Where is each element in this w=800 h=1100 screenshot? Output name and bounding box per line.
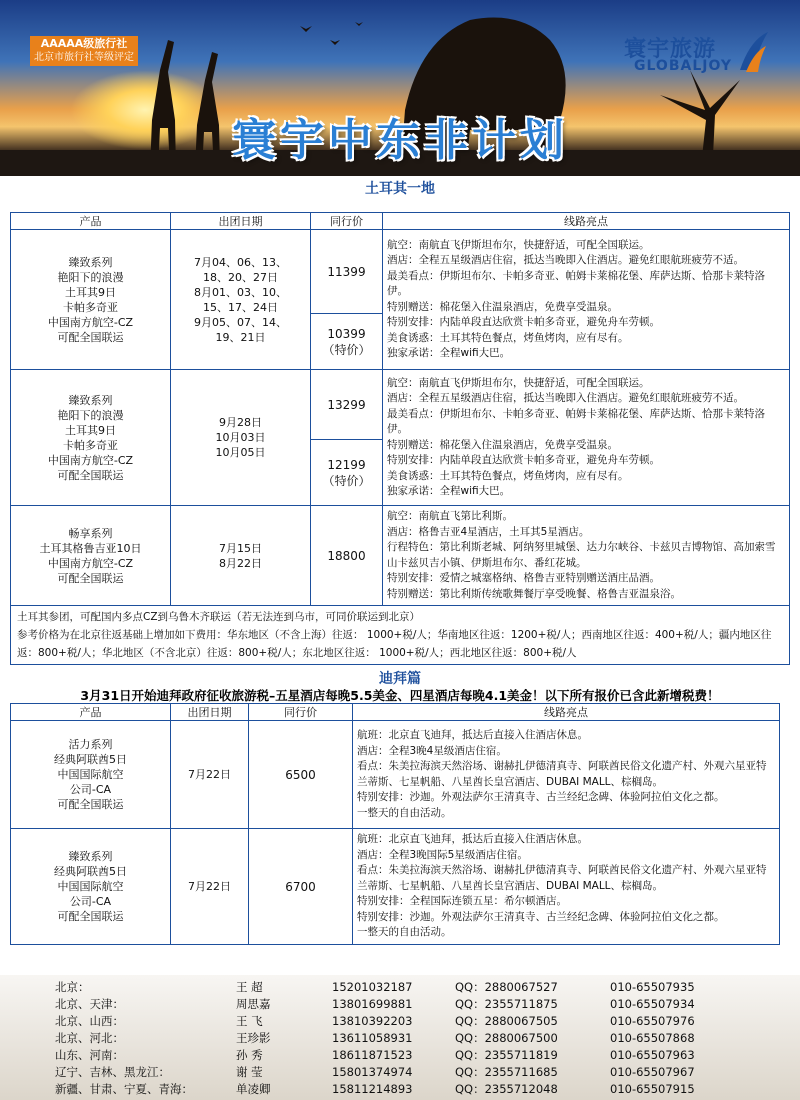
product-cell xyxy=(11,370,171,506)
contact-tel: 010-65507934 xyxy=(610,997,695,1011)
dates-cell: 7月22日 xyxy=(171,721,249,829)
highlight-line: 看点：朱美拉海滨天然浴场、谢赫扎伊德清真寺、阿联酋民俗文化遗产村、外观六星亚特兰蒂斯、七星帆船、八星酋长皇宫酒店、DUBAI MALL、棕榈岛。 xyxy=(357,760,767,788)
badge-caption: 北京市旅行社等级评定 xyxy=(34,52,134,63)
contact-mobile: 15811214893 xyxy=(332,1082,413,1096)
highlight-line: 航空：南航直飞伊斯坦布尔，快捷舒适，可配全国联运。 xyxy=(387,376,650,389)
globaljoy-logo xyxy=(616,26,776,78)
date-line: 15、17、24日 xyxy=(203,300,278,314)
contact-qq: QQ：2880067505 xyxy=(455,1014,558,1028)
highlight-line: 看点：朱美拉海滨天然浴场、谢赫扎伊德清真寺、阿联酋民俗文化遗产村、外观六星亚特兰蒂斯、七星帆船、八星酋长皇宫酒店、DUBAI MALL、棕榈岛。 xyxy=(357,864,767,892)
contact-qq: QQ：2355711819 xyxy=(455,1048,558,1062)
contact-row xyxy=(0,996,800,1012)
dates-cell xyxy=(171,230,311,370)
contact-row xyxy=(0,979,800,995)
product-line: 可配全国联运 xyxy=(57,468,124,482)
dubai-table xyxy=(10,703,780,945)
price-regular: 18800 xyxy=(311,506,383,606)
contact-name: 孙 秀 xyxy=(236,1048,263,1062)
product-line: 土耳其格鲁吉亚10日 xyxy=(39,541,142,555)
highlight-line: 美食诱惑：土耳其特色餐点，烤鱼烤肉，应有尽有。 xyxy=(387,331,629,344)
table-header-row xyxy=(11,213,790,230)
contact-name: 王 飞 xyxy=(236,1014,263,1028)
contact-mobile: 15201032187 xyxy=(332,980,413,994)
table-header-row xyxy=(11,704,780,721)
price-regular: 13299 xyxy=(311,370,383,440)
contact-qq: QQ：2355712048 xyxy=(455,1082,558,1096)
contact-name: 王 超 xyxy=(236,980,263,994)
product-line: 中国国际航空 xyxy=(57,768,124,781)
note-line: 土耳其参团，可配国内多点CZ到乌鲁木齐联运（若无法连到乌市，可同价联运到北京） xyxy=(17,611,421,623)
product-line: 可配全国联运 xyxy=(57,798,124,811)
price-regular: 6700 xyxy=(249,829,353,945)
product-line: 可配全国联运 xyxy=(57,910,124,923)
product-line: 卡帕多奇亚 xyxy=(63,438,118,452)
contact-qq: QQ：2880067500 xyxy=(455,1031,558,1045)
product-line: 臻致系列 xyxy=(68,255,113,269)
highlight-line: 特别赠送：棉花堡入住温泉酒店，免费享受温泉。 xyxy=(387,300,618,313)
dates-cell: 7月22日 xyxy=(171,829,249,945)
contact-name: 单凌卿 xyxy=(236,1082,271,1096)
badge-rating: AAAAA级旅行社 xyxy=(40,37,128,50)
contact-row xyxy=(0,1030,800,1046)
dates-cell xyxy=(171,370,311,506)
tax-notice: 3月31日开始迪拜政府征收旅游税–五星酒店每晚5.5美金、四星酒店每晚4.1美金！以下所有报价已含此新增税费！ xyxy=(80,688,720,703)
highlight-line: 特别赠送：第比利斯传统歌舞餐厅享受晚餐、格鲁吉亚温泉浴。 xyxy=(387,587,681,600)
product-line: 中国南方航空-CZ xyxy=(47,453,134,467)
product-line: 中国南方航空-CZ xyxy=(47,556,134,570)
contact-name: 周思嘉 xyxy=(236,997,271,1011)
product-line: 活力系列 xyxy=(68,738,113,751)
contact-tel: 010-65507868 xyxy=(610,1031,695,1045)
logo-wing-icon xyxy=(736,30,770,74)
product-cell xyxy=(11,230,171,370)
page-title: 寰宇中东非计划 xyxy=(232,115,568,166)
highlight-line: 航班：北京直飞迪拜，抵达后直接入住酒店休息。 xyxy=(357,729,588,741)
highlights-cell xyxy=(383,370,790,506)
contact-tel: 010-65507935 xyxy=(610,980,695,994)
highlight-line: 酒店：全程五星级酒店住宿，抵达当晚即入住酒店。避免红眼航班疲劳不适。 xyxy=(387,392,744,404)
price-special xyxy=(311,440,383,506)
col-price: 同行价 xyxy=(249,704,353,721)
product-line: 卡帕多奇亚 xyxy=(63,300,118,314)
highlights-cell xyxy=(353,829,780,945)
highlight-line: 最美看点：伊斯坦布尔、卡帕多奇亚、帕姆卡莱棉花堡、库萨达斯、恰那卡莱特洛伊。 xyxy=(387,269,765,297)
contact-qq: QQ：2355711685 xyxy=(455,1065,558,1079)
product-line: 艳阳下的浪漫 xyxy=(57,270,124,284)
col-product: 产品 xyxy=(11,704,171,721)
contact-row xyxy=(0,1081,800,1097)
highlight-line: 一整天的自由活动。 xyxy=(357,926,452,939)
contact-region: 新疆、甘肃、宁夏、青海： xyxy=(55,1082,193,1096)
contact-region: 山东、河南： xyxy=(55,1048,124,1062)
col-highlights: 线路亮点 xyxy=(353,704,780,721)
contact-row xyxy=(0,1064,800,1080)
special-price-value: 12199 xyxy=(327,457,366,472)
turkey-section-title: 土耳其一地 xyxy=(365,181,435,197)
table-row xyxy=(11,829,780,945)
turkey-notes xyxy=(11,606,790,665)
header-banner xyxy=(0,0,800,176)
highlight-line: 独家承诺：全程wifi大巴。 xyxy=(387,347,511,359)
col-highlights: 线路亮点 xyxy=(383,213,790,230)
col-dates: 出团日期 xyxy=(171,213,311,230)
date-line: 18、20、27日 xyxy=(203,270,278,284)
turkey-table xyxy=(10,212,790,665)
highlight-line: 美食诱惑：土耳其特色餐点，烤鱼烤肉，应有尽有。 xyxy=(387,469,629,482)
highlight-line: 酒店：全程3晚国际5星级酒店住宿。 xyxy=(357,848,528,861)
product-line: 臻致系列 xyxy=(68,393,113,407)
product-line: 土耳其9日 xyxy=(65,423,116,437)
logo-english-name: GLOBALJOY xyxy=(634,58,732,74)
product-cell xyxy=(11,829,171,945)
product-line: 公司-CA xyxy=(69,783,112,796)
date-line: 10月03日 xyxy=(215,431,266,444)
date-line: 8月01、03、10、 xyxy=(194,285,287,299)
table-row xyxy=(11,370,790,440)
product-line: 土耳其9日 xyxy=(65,285,116,299)
col-price: 同行价 xyxy=(311,213,383,230)
highlight-line: 航班：北京直飞迪拜，抵达后直接入住酒店休息。 xyxy=(357,833,588,846)
contact-region: 北京： xyxy=(55,980,90,994)
special-price-value: 10399 xyxy=(327,326,366,341)
contact-region: 北京、山西： xyxy=(55,1014,124,1028)
table-row xyxy=(11,506,790,606)
dubai-section-title: 迪拜篇 xyxy=(379,671,421,687)
contact-name: 谢 莹 xyxy=(236,1065,263,1079)
product-line: 经典阿联酋5日 xyxy=(54,753,127,766)
highlight-line: 特别安排：内陆单段直达欣赏卡帕多奇亚，避免舟车劳顿。 xyxy=(387,316,660,328)
contact-tel: 010-65507915 xyxy=(610,1082,695,1096)
product-line: 公司-CA xyxy=(69,895,112,908)
contact-mobile: 13801699881 xyxy=(332,997,413,1011)
product-line: 艳阳下的浪漫 xyxy=(57,408,124,422)
product-line: 畅享系列 xyxy=(68,526,113,540)
contact-row xyxy=(0,1047,800,1063)
contact-qq: QQ：2355711875 xyxy=(455,997,558,1011)
product-line: 中国南方航空-CZ xyxy=(47,315,134,329)
table-row xyxy=(11,230,790,314)
dates-cell xyxy=(171,506,311,606)
highlight-line: 酒店：全程3晚4星级酒店住宿。 xyxy=(357,744,507,757)
logo-chinese-name: 寰宇旅游 xyxy=(624,37,717,62)
highlight-line: 特别安排：全程国际连锁五星：希尔顿酒店。 xyxy=(357,895,567,908)
highlight-line: 一整天的自由活动。 xyxy=(357,806,452,819)
product-line: 臻致系列 xyxy=(68,850,113,863)
date-line: 7月04、06、13、 xyxy=(194,255,287,269)
contact-row xyxy=(0,1013,800,1029)
special-price-note: （特价） xyxy=(322,342,371,357)
notes-row xyxy=(11,606,790,665)
contact-region: 辽宁、吉林、黑龙江： xyxy=(55,1065,170,1079)
product-cell xyxy=(11,506,171,606)
date-line: 10月05日 xyxy=(215,446,266,459)
date-line: 19、21日 xyxy=(215,330,266,344)
product-line: 中国国际航空 xyxy=(57,880,124,893)
price-regular: 11399 xyxy=(311,230,383,314)
contact-qq: QQ：2880067527 xyxy=(455,980,558,994)
highlight-line: 酒店：格鲁吉亚4星酒店，土耳其5星酒店。 xyxy=(387,525,590,538)
highlight-line: 行程特色：第比利斯老城、阿纳努里城堡、达力尔峡谷、卡兹贝吉博物馆、高加索雪山卡兹贝吉小镇、伊斯坦布尔、番红花城。 xyxy=(387,541,776,569)
date-line: 7月15日 xyxy=(219,541,262,555)
highlight-line: 特别安排：沙迦。外观法萨尔王清真寺、古兰经纪念碑、体验阿拉伯文化之都。 xyxy=(357,791,725,803)
note-line: 参考价格为在北京往返基础上增加如下费用：华东地区（不含上海）往返： 1000+税/人；华南地区往返：1200+税/人；西南地区往返：400+税/人；疆内地区往返：800+税/人；华北地区（不含北京）往返：800+税/人；东北地区往返： 1000+税/人；西北地区往返：800+税/人 xyxy=(17,629,772,659)
highlight-line: 特别安排：爱情之城塞格纳、格鲁吉亚特别赠送酒庄品酒。 xyxy=(387,572,660,584)
highlights-cell xyxy=(383,230,790,370)
col-dates: 出团日期 xyxy=(171,704,249,721)
date-line: 8月22日 xyxy=(219,556,262,570)
highlight-line: 特别安排：沙迦。外观法萨尔王清真寺、古兰经纪念碑、体验阿拉伯文化之都。 xyxy=(357,910,725,923)
contact-mobile: 18611871523 xyxy=(332,1048,413,1062)
price-special xyxy=(311,314,383,370)
contact-list xyxy=(0,975,800,1100)
highlight-line: 特别赠送：棉花堡入住温泉酒店，免费享受温泉。 xyxy=(387,438,618,451)
product-cell xyxy=(11,721,171,829)
contact-tel: 010-65507963 xyxy=(610,1048,695,1062)
contact-tel: 010-65507967 xyxy=(610,1065,695,1079)
col-product: 产品 xyxy=(11,213,171,230)
contact-mobile: 13810392203 xyxy=(332,1014,413,1028)
price-regular: 6500 xyxy=(249,721,353,829)
date-line: 9月28日 xyxy=(219,416,262,429)
highlight-line: 特别安排：内陆单段直达欣赏卡帕多奇亚，避免舟车劳顿。 xyxy=(387,454,660,466)
highlights-cell xyxy=(383,506,790,606)
contact-mobile: 13611058931 xyxy=(332,1031,413,1045)
agency-rating-badge xyxy=(30,36,138,66)
highlight-line: 独家承诺：全程wifi大巴。 xyxy=(387,485,511,497)
date-line: 9月05、07、14、 xyxy=(194,315,287,329)
special-price-note: （特价） xyxy=(322,473,371,488)
highlight-line: 航空：南航直飞伊斯坦布尔，快捷舒适，可配全国联运。 xyxy=(387,238,650,251)
highlights-cell xyxy=(353,721,780,829)
contact-mobile: 15801374974 xyxy=(332,1065,413,1079)
contact-name: 王珍影 xyxy=(236,1031,271,1045)
product-line: 可配全国联运 xyxy=(57,330,124,344)
highlight-line: 酒店：全程五星级酒店住宿，抵达当晚即入住酒店。避免红眼航班疲劳不适。 xyxy=(387,254,744,266)
contact-region: 北京、河北： xyxy=(55,1031,124,1045)
highlight-line: 最美看点：伊斯坦布尔、卡帕多奇亚、帕姆卡莱棉花堡、库萨达斯、恰那卡莱特洛伊。 xyxy=(387,407,765,435)
contact-tel: 010-65507976 xyxy=(610,1014,695,1028)
product-line: 经典阿联酋5日 xyxy=(54,865,127,878)
product-line: 可配全国联运 xyxy=(57,571,124,585)
highlight-line: 航空：南航直飞第比利斯。 xyxy=(387,510,513,522)
table-row xyxy=(11,721,780,829)
contact-region: 北京、天津： xyxy=(55,997,124,1011)
